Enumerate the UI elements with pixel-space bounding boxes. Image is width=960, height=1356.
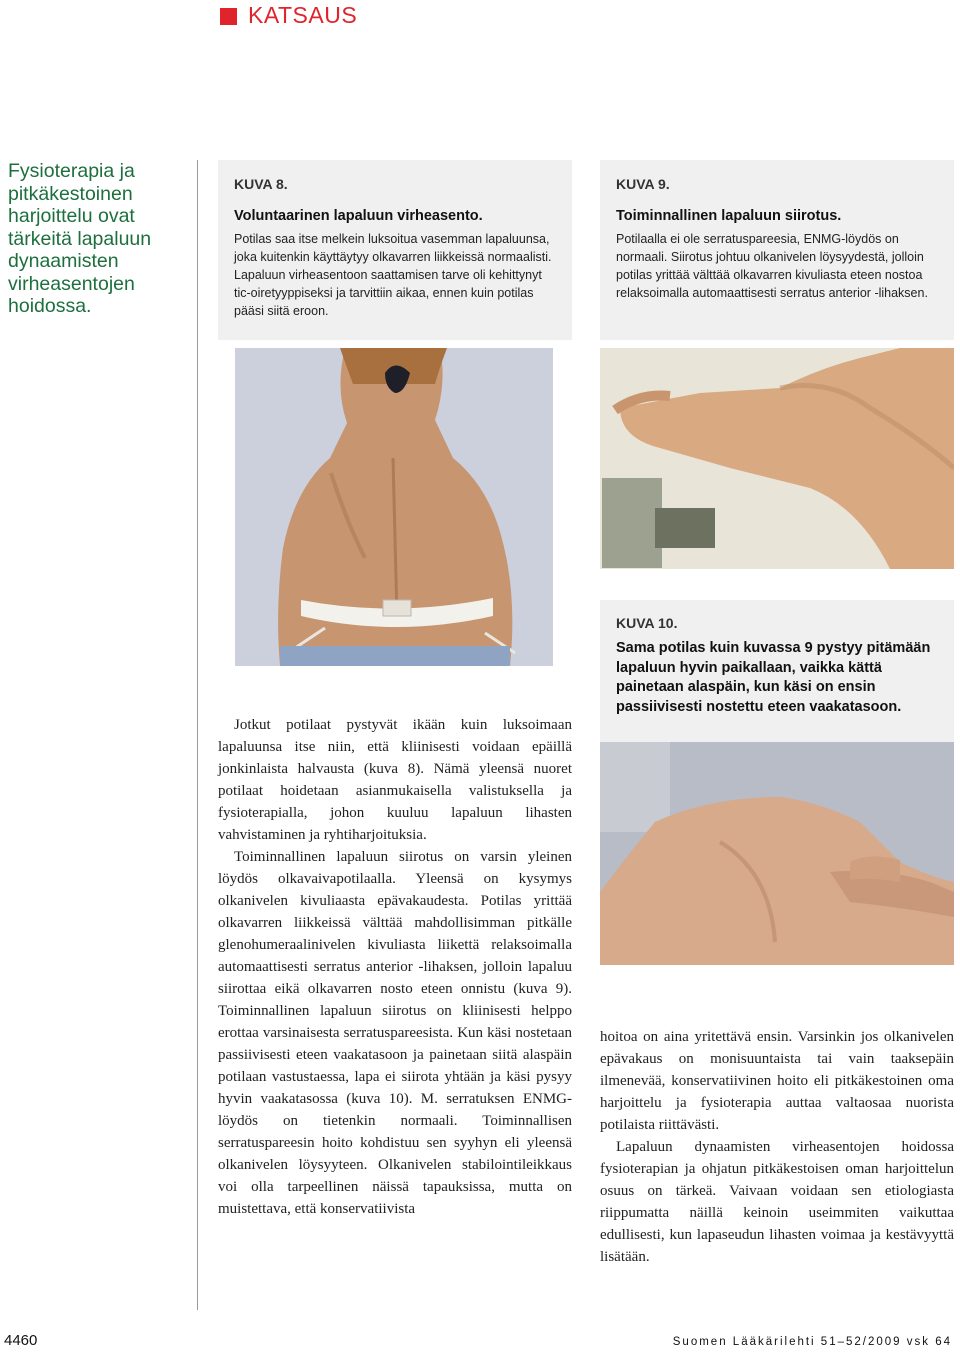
section-title: KATSAUS xyxy=(248,2,358,28)
figure-10-title: Sama potilas kuin kuvassa 9 pystyy pitämään lapaluun hyvin paikallaan, vaikka kättä painetaan alaspäin, kun käsi on ensin passiivisesti nostettu eteen vaakatasoon. xyxy=(616,640,931,715)
body-left-paragraph-1: Jotkut potilaat pystyvät ikään kuin luksoimaan lapaluunsa itse niin, että kliinisesti voidaan epäillä jonkinlaista halvausta (kuva 8). Nämä yleensä nuoret potilaat hoidetaan asianmukaisella valistuksella ja fysioterapialla, johon kuuluu lapaluun lihasten vahvistaminen ja ryhtiharjoituksia. xyxy=(218,717,572,843)
body-right-paragraph-1: hoitoa on aina yritettävä ensin. Varsinkin jos olkanivelen epävakaus on monisuuntaista tai vain taaksepäin ilmenevää, konservatiivinen hoito eli pitkäkestoinen oma harjoittelu ja fysioterapia auttaa valtaosaa nuorista potilaista riittävästi. xyxy=(600,1029,954,1133)
body-right-paragraph-2: Lapaluun dynaamisten virheasentojen hoidossa fysioterapian ja ohjatun pitkäkestoisen oman harjoittelun osuus on tärkeä. Vaivaan voidaan sen etiologiasta riippumatta näillä keinoin useimmiten vaikuttaa edullisesti, kun lapaseudun lihasten voimaa ja kestävyyttä lisätään. xyxy=(600,1139,954,1265)
figure-10-caption xyxy=(600,600,954,742)
figure-8-caption xyxy=(218,160,572,340)
figure-9-title: Toiminnallinen lapaluun siirotus. xyxy=(616,208,842,224)
figure-10-number: KUVA 10. xyxy=(616,615,678,631)
body-column-right xyxy=(600,1026,954,1268)
body-column-left xyxy=(218,714,572,1220)
figure-9-photo xyxy=(600,348,954,569)
figure-10-illustration xyxy=(600,742,954,965)
figure-9-caption xyxy=(600,160,954,340)
section-marker xyxy=(220,8,237,25)
page-number: 4460 xyxy=(4,1332,38,1349)
figure-9-text: Potilaalla ei ole serratuspareesia, ENMG-löydös on normaali. Siirotus johtuu olkanivelen löysyydestä, jolloin potilas yrittää välttää olkavarren kivuliasta eteen nostoa relaksoimalla automaattisesti serratus anterior -lihaksen. xyxy=(616,232,928,300)
body-left-paragraph-2: Toiminnallinen lapaluun siirotus on varsin yleinen löydös olkavaivapotilaalla. Yleensä on kysymys olkanivelen kivuliaasta epävakaudesta. Potilas yrittää olkavarren liikkeissä välttää mahdollisimman pitkälle glenohumeraalinivelen kivuliasta liikettä relaksoimalla automaattisesti serratus anterior -lihaksen, jolloin lapaluu siirottaa eikä olkavarren nosto eteen onnistu (kuva 9). Toiminnallinen lapaluun siirotus on kliinisesti helppo erottaa varsinaisesta serratuspareesista. Kun käsi nostetaan passiivisesti eteen vaakatasoon ja painetaan siitä alaspäin potilaan vastustaessa, lapa ei siirota yhtään ja käsi pysyy hyvin vaakatasossa (kuva 10). M. serratuksen ENMG-löydös on tietenkin normaali. Toiminnallisen serratuspareesin hoito kohdistuu sen syyhyn eli yleensä olkanivelen löysyyteen. Olkanivelen stabilointileikkaus voi olla tarpeellinen näissä tapauksissa, mutta on muistettava, että konservatiivista xyxy=(218,849,572,1217)
figure-9-number: KUVA 9. xyxy=(616,176,670,192)
figure-8-photo xyxy=(235,348,553,666)
journal-footer: Suomen Lääkärilehti 51–52/2009 vsk 64 xyxy=(672,1336,952,1348)
figure-10-photo xyxy=(600,742,954,965)
figure-8-number: KUVA 8. xyxy=(234,176,288,192)
figure-8-title: Voluntaarinen lapaluun virheasento. xyxy=(234,208,483,224)
figure-8-text: Potilas saa itse melkein luksoitua vasemman lapaluunsa, joka kuitenkin käyttäytyy olkavarren liikkeissä normaalisti. Lapaluun virheasentoon saattamisen tarve oli kehittynyt tic-oiretyyppiseksi ja tarvittiin aikaa, ennen kuin potilas pääsi siitä eroon. xyxy=(234,232,552,318)
pull-quote: Fysioterapia ja pitkäkestoinen harjoittelu ovat tärkeitä lapaluun dynaamisten virheasentojen hoidossa. xyxy=(8,160,152,317)
column-divider xyxy=(197,160,198,1310)
figure-8-illustration xyxy=(235,348,553,666)
figure-9-illustration xyxy=(600,348,954,569)
